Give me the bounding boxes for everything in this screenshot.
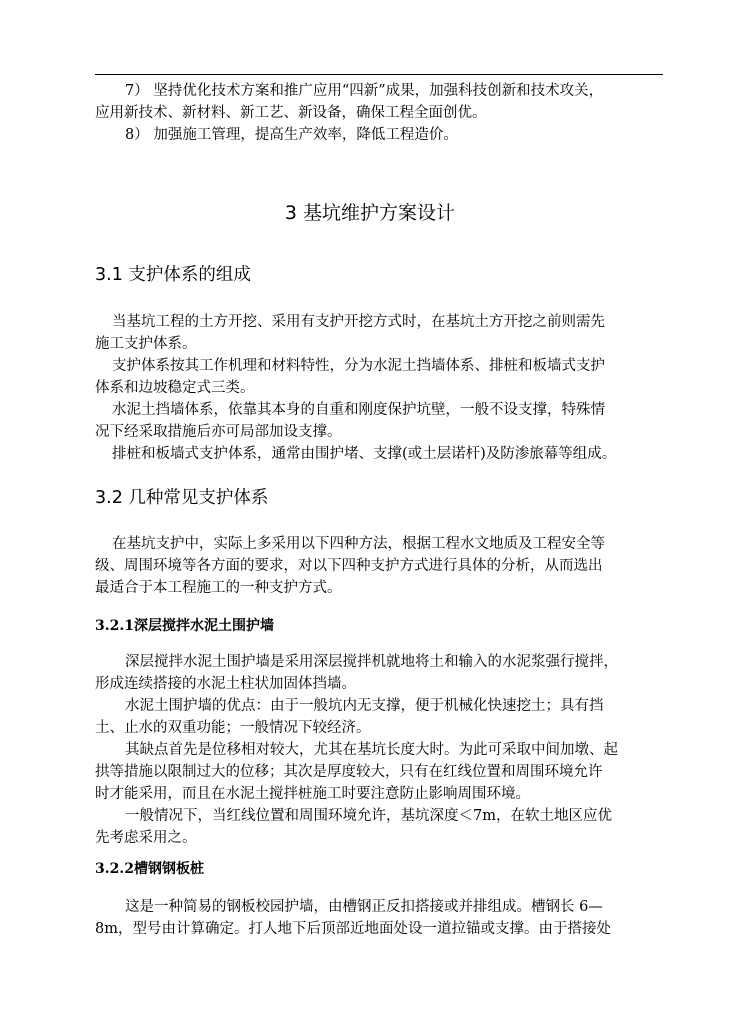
paragraph-line: 在基坑支护中，实际上多采用以下四种方法，根据工程水文地质及工程安全等 <box>112 536 605 552</box>
paragraph-line: 施工支护体系。 <box>95 336 197 352</box>
paragraph-line: 一般情况下，当红线位置和周围环境允许，基坑深度＜7m，在软土地区应优 <box>125 808 612 824</box>
list-item-continuation: 应用新技术、新材料、新工艺、新设备，确保工程全面创优。 <box>95 105 487 121</box>
intro-list <box>95 80 661 146</box>
paragraph-line: 最适合于本工程施工的一种支护方式。 <box>95 580 342 596</box>
paragraph-line: 况下经采取措施后亦可局部加设支撑。 <box>95 424 342 440</box>
paragraph-line: 时才能采用，而且在水泥土搅拌桩施工时要注意防止影响周围环境。 <box>95 786 530 802</box>
paragraph-line: 拱等措施以限制过大的位移；其次是厚度较大，只有在红线位置和周围环境允许 <box>95 764 603 780</box>
list-item: 8） 加强施工管理，提高生产效率，降低工程造价。 <box>125 127 458 143</box>
paragraph-line: 先考虑采用之。 <box>95 830 197 846</box>
subsection-heading-3-2-2: 3.2.2槽钢钢板桩 <box>95 861 204 877</box>
paragraph-line: 其缺点首先是位移相对较大，尤其在基坑长度大时。为此可采取中间加墩、起 <box>125 742 618 758</box>
paragraph-line: 土、止水的双重功能；一般情况下较经济。 <box>95 720 371 736</box>
section-heading-3-1: 3.1 支护体系的组成 <box>95 265 251 285</box>
section-3-2-body <box>95 533 661 599</box>
header-rule <box>95 74 663 75</box>
paragraph-line: 体系和边坡稳定式三类。 <box>95 380 255 396</box>
paragraph-line: 形成连续搭接的水泥土柱状加固体挡墙。 <box>95 676 356 692</box>
paragraph-line: 这是一种简易的钢板校园护墙，由槽钢正反扣搭接或并排组成。槽钢长 6— <box>125 899 603 915</box>
paragraph-line: 8m，型号由计算确定。打人地下后顶部近地面处设一道拉锚或支撑。由于搭接处 <box>95 921 611 937</box>
paragraph-line: 水泥土挡墙体系，依靠其本身的自重和刚度保护坑壁，一般不设支撑，特殊情 <box>112 402 605 418</box>
paragraph-line: 深层搅拌水泥土围护墙是采用深层搅拌机就地将土和输入的水泥浆强行搅拌， <box>125 654 618 670</box>
paragraph-line: 排桩和板墙式支护体系，通常由围护堵、支撑(或土层诺杆)及防渗旅幕等组成。 <box>112 446 617 462</box>
subsection-3-2-1-body <box>95 651 661 849</box>
subsection-3-2-2-body <box>95 896 661 940</box>
paragraph-line: 支护体系按其工作机理和材料特性，分为水泥土挡墙体系、排桩和板墙式支护 <box>112 358 605 374</box>
list-item: 7） 坚持优化技术方案和推广应用“四新”成果，加强科技创新和技术攻关， <box>125 83 604 99</box>
subsection-heading-3-2-1: 3.2.1深层搅拌水泥土围护墙 <box>95 618 274 634</box>
paragraph-line: 当基坑工程的土方开挖、采用有支护开挖方式时，在基坑土方开挖之前则需先 <box>112 314 605 330</box>
paragraph-line: 级、周围环境等各方面的要求，对以下四种支护方式进行具体的分析，从而选出 <box>95 558 603 574</box>
section-3-1-body <box>95 311 661 465</box>
chapter-title: 3 基坑维护方案设计 <box>284 202 456 224</box>
paragraph-line: 水泥土围护墙的优点：由于一般坑内无支撑，便于机械化快速挖土；具有挡 <box>125 698 604 714</box>
section-heading-3-2: 3.2 几种常见支护体系 <box>95 488 269 508</box>
